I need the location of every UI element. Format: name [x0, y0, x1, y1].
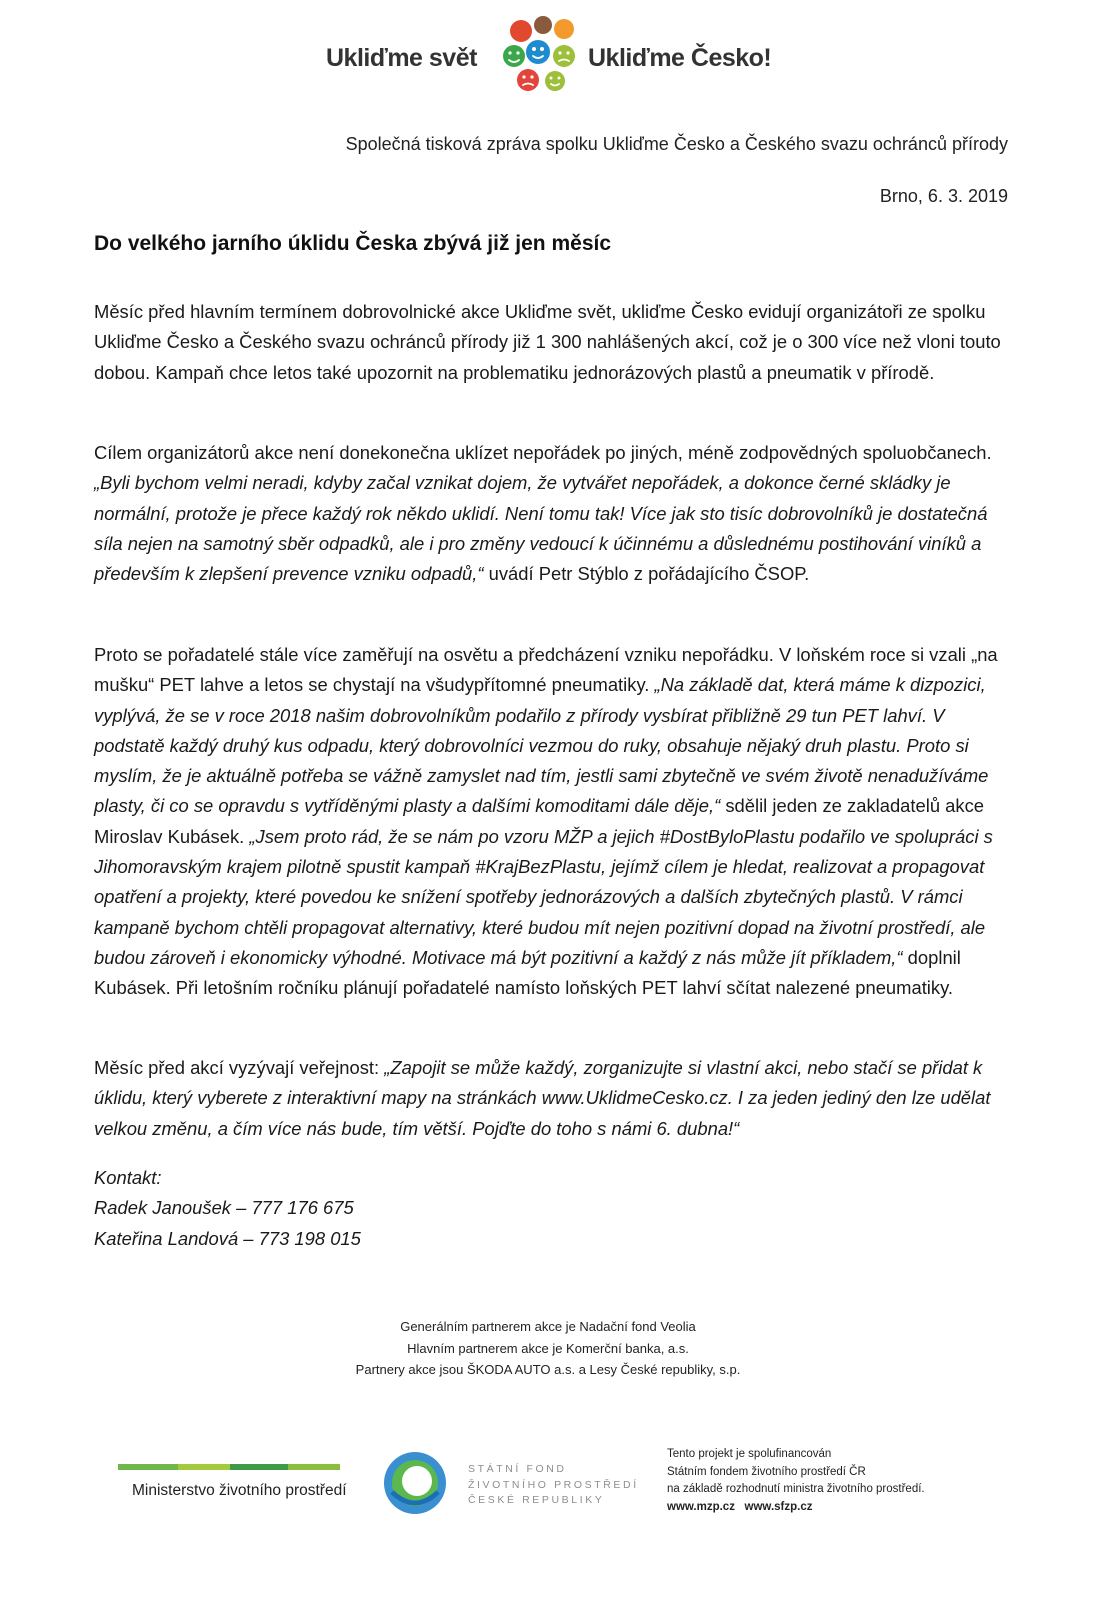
mzp-color-bar — [118, 1464, 340, 1470]
paragraph-4-quote: „Zapojit se může každý, zorganizujte si vlastní akci, nebo stačí se přidat k úklidu, který vyberete z interaktivní mapy na stránkách www.UklidmeCesko.cz. I za jeden jediný den lze udělat velkou změnu, a čím více nás bude, tím větší. Pojďte do toho s námi 6. dubna!“ — [94, 1057, 991, 1139]
paragraph-1: Měsíc před hlavním termínem dobrovolnické akce Ukliďme svět, ukliďme Česko evidují organizátoři ze spolku Ukliďme Česko a Českého svazu ochránců přírody již 1 300 nahlášených akcí, což je o 300 více než vloni touto dobou. Kampaň chce letos také upozornit na problematiku jednorázových plastů a pneumatik v přírodě. — [94, 301, 1001, 383]
contact-person-2: Kateřina Landová – 773 198 015 — [94, 1227, 361, 1249]
sfzp-text — [468, 1462, 639, 1509]
contact-label: Kontakt: — [94, 1167, 162, 1188]
sfzp-line-3: ČESKÉ REPUBLIKY — [468, 1494, 605, 1506]
logo-text-left: Ukliďme svět — [326, 44, 477, 72]
footer — [0, 1440, 1096, 1550]
cofin-line-2: Státním fondem životního prostředí ČR — [667, 1465, 866, 1478]
sfzp-line-2: ŽIVOTNÍHO PROSTŘEDÍ — [468, 1478, 639, 1491]
mzp-logo — [118, 1464, 347, 1500]
header — [0, 14, 1096, 98]
paragraph-3 — [94, 640, 1014, 1004]
cofin-line-1: Tento projekt je spolufinancován — [667, 1448, 832, 1460]
partner-line-3: Partnery akce jsou ŠKODA AUTO a.s. a Lesy České republiky, s.p. — [355, 1362, 741, 1377]
article-title: Do velkého jarního úklidu Česka zbývá již jen měsíc — [94, 232, 612, 255]
paragraph-3-intro: Proto se pořadatelé stále více zaměřují na osvětu a předcházení vzniku nepořádku. V loňském roce si vzali „na mušku“ PET lahve a letos se chystají na všudypřítomné pneumatiky. — [94, 644, 998, 696]
paragraph-2-intro: Cílem organizátorů akce není donekonečna uklízet nepořádek po jiných, méně zodpovědných spoluobčanech. — [94, 442, 992, 463]
partner-line-1: Generálním partnerem akce je Nadační fond Veolia — [400, 1319, 696, 1334]
sfzp-logo-icon — [380, 1448, 450, 1518]
paragraph-2 — [94, 438, 1014, 589]
paragraph-3-closing: doplnil Kubásek. Při letošním ročníku plánují pořadatelé namísto loňských PET lahví sčítat nalezené pneumatiky. — [94, 946, 961, 999]
cofin-line-3: na základě rozhodnutí ministra životního prostředí. — [667, 1483, 925, 1495]
sfzp-line-1: STÁTNÍ FOND — [468, 1463, 567, 1475]
paragraph-4-intro: Měsíc před akcí vyzývají veřejnost: — [94, 1057, 380, 1078]
paragraph-3-quote-2: „Jsem proto rád, že se nám po vzoru MŽP a jejich #DostByloPlastu podařilo ve spolupráci s Jihomoravským krajem pilotně spustit kampaň #KrajBezPlastu, jejímž cílem je hledat, realizovat a propagovat opatření a projekty, které povedou ke snížení spotřeby jednorázových a dalších zbytečných plastů. V rámci kampaně bychom chtěli propagovat alternativy, které budou mít nejen pozitivní dopad na životní prostředí, ale budou zároveň i ekonomicky výhodné. Motivace má být pozitivní a každý z nás může jít příkladem,“ — [94, 825, 993, 968]
cofinancing-note — [667, 1446, 925, 1516]
partner-line-2: Hlavním partnerem akce je Komerční banka, a.s. — [407, 1340, 689, 1356]
mzp-text: Ministerstvo životního prostředí — [132, 1482, 347, 1499]
logo-text-right: Ukliďme Česko! — [588, 44, 772, 72]
paragraph-3-attribution: sdělil jeden ze zakladatelů akce Miroslav Kubásek. — [94, 795, 985, 847]
paragraph-2-attribution: uvádí Petr Stýblo z pořádajícího ČSOP. — [488, 563, 810, 585]
press-release-date: Brno, 6. 3. 2019 — [879, 186, 1008, 206]
cofin-websites: www.mzp.cz www.sfzp.cz — [667, 1500, 813, 1513]
smiley-logo-icon — [498, 14, 584, 98]
paragraph-3-quote-1: „Na základě dat, která máme k dizpozici, vyplývá, že se v roce 2018 našim dobrovolníkům podařilo z přírody vysbírat přibližně 29 tun PET lahví. V podstatě každý druhý kus odpadu, který dobrovolníci vezmou do ruky, obsahuje nějaký druh plastu. Proto si myslím, že je aktuálně potřeba se vážně zamyslet nad tím, jestli sami zbytečně ve svém životě nenadužíváme plasty, či co se opravdu s vytříděnými plasty a dalšími komoditami dále děje,“ — [94, 674, 989, 817]
paragraph-2-quote: „Byli bychom velmi neradi, kdyby začal vznikat dojem, že vytvářet nepořádek, a dokonce černé skládky je normální, protože je přece každý rok někdo uklidí. Není tomu tak! Více jak sto tisíc dobrovolníků je dostatečná síla nejen na samotný sběr odpadků, ale i pro změny vedoucí k účinnému a důslednému postihování viníků a především k zlepšení prevence vzniku odpadů,“ — [94, 472, 988, 585]
contact-block — [94, 1163, 361, 1254]
contact-person-1: Radek Janoušek – 777 176 675 — [94, 1197, 354, 1219]
paragraph-4 — [94, 1053, 1014, 1144]
partners-block — [0, 1316, 1096, 1381]
press-release-subheading: Společná tisková zpráva spolku Ukliďme Česko a Českého svazu ochránců přírody — [345, 134, 1008, 154]
